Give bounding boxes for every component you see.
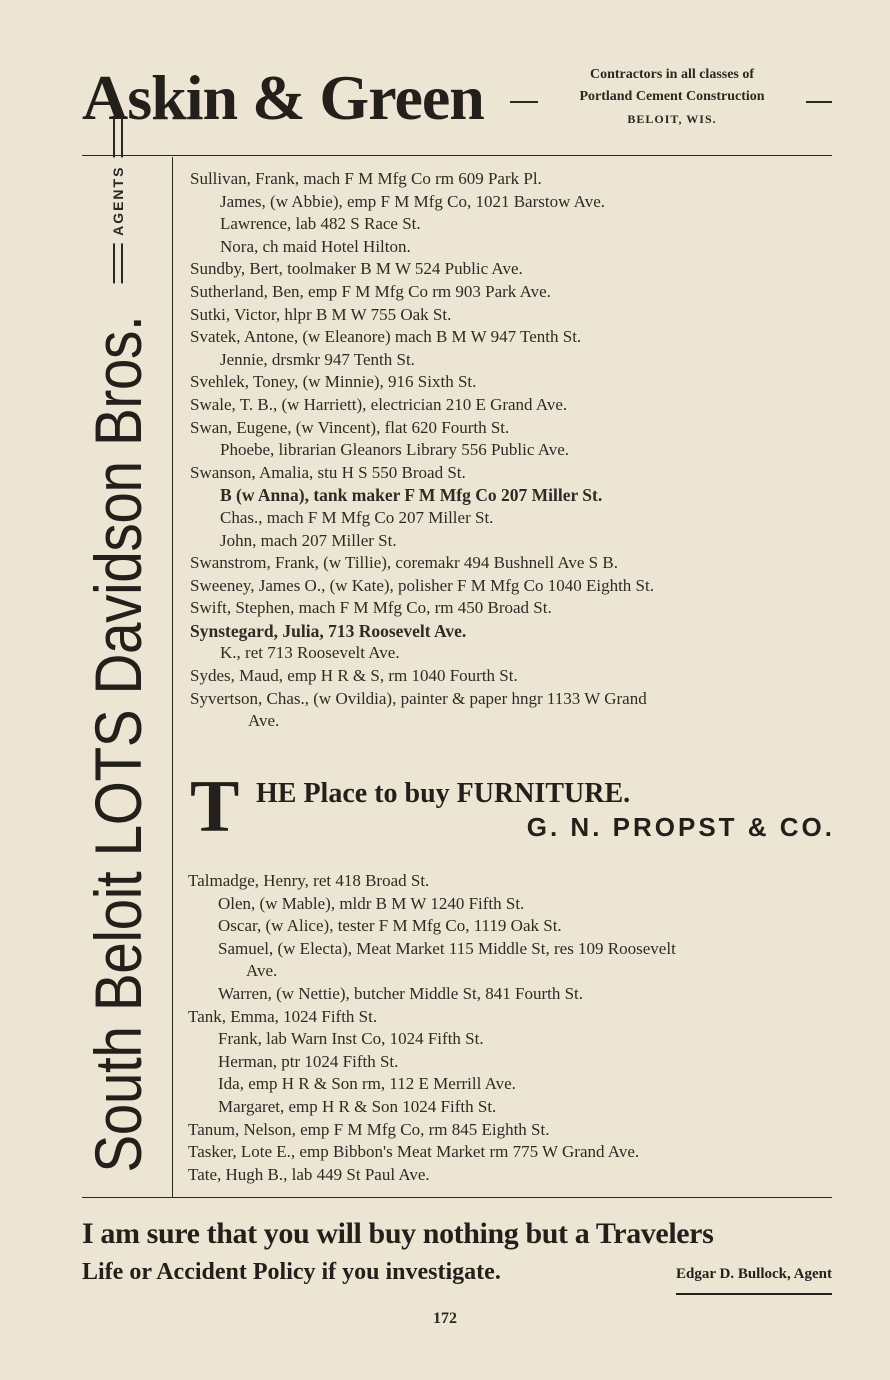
header-ad-line1: Contractors in all classes of (589, 67, 755, 82)
header-ad-name: Askin & Green (82, 62, 484, 133)
directory-entry: Tasker, Lote E., emp Bibbon's Meat Market rm 775 W Grand Ave. (188, 1142, 640, 1162)
furniture-ad-headline: HE Place to buy FURNITURE. (256, 778, 631, 809)
side-ad-rule-left (113, 244, 123, 284)
directory-entry: Tanum, Nelson, emp F M Mfg Co, rm 845 Eighth St. (188, 1119, 550, 1139)
directory-entry: Swale, T. B., (w Harriett), electrician 210 E Grand Ave. (190, 394, 568, 414)
footer-ad-agent: Edgar D. Bullock, Agent (676, 1256, 832, 1295)
footer-ad-line2: Life or Accident Policy if you investigate. (82, 1259, 501, 1285)
directory-entry: Samuel, (w Electa), Meat Market 115 Middle St, res 109 Roosevelt (218, 938, 676, 958)
side-ad-rule-right (113, 118, 123, 158)
footer-ad-line2-row (82, 1254, 832, 1290)
directory-entry: John, mach 207 Miller St. (220, 530, 397, 550)
directory-entry: Tank, Emma, 1024 Fifth St. (188, 1006, 378, 1026)
directory-entry: Sydes, Maud, emp H R & S, rm 1040 Fourth St. (190, 666, 518, 686)
directory-listing-s (190, 168, 840, 733)
directory-entry: Sullivan, Frank, mach F M Mfg Co rm 609 Park Pl. (190, 169, 542, 188)
directory-entry: Swanstrom, Frank, (w Tillie), coremakr 494 Bushnell Ave S B. (190, 553, 618, 573)
directory-entry: Sweeney, James O., (w Kate), polisher F M Mfg Co 1040 Eighth St. (190, 575, 654, 595)
directory-entry: Synstegard, Julia, 713 Roosevelt Ave. (190, 620, 467, 641)
directory-entry: Sutherland, Ben, emp F M Mfg Co rm 903 Park Ave. (190, 281, 551, 301)
directory-entry: Oscar, (w Alice), tester F M Mfg Co, 1119 Oak St. (218, 916, 562, 936)
directory-entry: Ida, emp H R & Son rm, 112 E Merrill Ave. (218, 1074, 516, 1094)
directory-entry: B (w Anna), tank maker F M Mfg Co 207 Miller St. (220, 485, 603, 506)
header-ad-line2: Portland Cement Construction (579, 89, 765, 104)
furniture-ad-company: G. N. PROPST & CO. (526, 812, 835, 842)
directory-entry: Syvertson, Chas., (w Ovildia), painter & paper hngr 1133 W Grand (190, 688, 647, 708)
directory-entry: Svatek, Antone, (w Eleanore) mach B M W 947 Tenth St. (190, 327, 582, 347)
directory-entry: Talmadge, Henry, ret 418 Broad St. (188, 871, 430, 890)
side-ad-agents-label: AGENTS (110, 165, 126, 236)
footer-advertisement (82, 1212, 832, 1290)
directory-entry: Sundby, Bert, toolmaker B M W 524 Public Ave. (190, 259, 523, 279)
top-rule (82, 155, 832, 156)
side-ad-text: South Beloit LOTS Davidson Bros. (81, 315, 155, 1173)
directory-entry: Herman, ptr 1024 Fifth St. (218, 1051, 399, 1071)
directory-entry: Jennie, drsmkr 947 Tenth St. (220, 349, 415, 369)
directory-entry: Nora, ch maid Hotel Hilton. (220, 236, 411, 256)
directory-entry: James, (w Abbie), emp F M Mfg Co, 1021 Barstow Ave. (220, 191, 605, 211)
directory-entry: Tate, Hugh B., lab 449 St Paul Ave. (188, 1164, 430, 1184)
header-ad-dash-right (806, 101, 832, 103)
directory-entry: K., ret 713 Roosevelt Ave. (220, 643, 400, 663)
directory-entry: Swift, Stephen, mach F M Mfg Co, rm 450 Broad St. (190, 598, 552, 618)
footer-ad-line1: I am sure that you will buy nothing but a Travelers (82, 1217, 714, 1250)
directory-entry: Sutki, Victor, hlpr B M W 755 Oak St. (190, 304, 452, 324)
directory-entry: Ave. (248, 711, 280, 731)
directory-entry: Frank, lab Warn Inst Co, 1024 Fifth St. (218, 1029, 484, 1049)
header-ad-dash-left (510, 101, 538, 103)
furniture-ad-initial: T (190, 766, 240, 848)
directory-entry: Swanson, Amalia, stu H S 550 Broad St. (190, 462, 466, 482)
directory-entry: Warren, (w Nettie), butcher Middle St, 841 Fourth St. (218, 983, 584, 1003)
directory-entry: Svehlek, Toney, (w Minnie), 916 Sixth St. (190, 372, 477, 392)
directory-entry: Ave. (246, 961, 278, 981)
directory-listing-t (188, 870, 838, 1186)
page-number: 172 (433, 1310, 457, 1327)
directory-entry: Olen, (w Mable), mldr B M W 1240 Fifth St. (218, 893, 525, 913)
directory-entry: Lawrence, lab 482 S Race St. (220, 214, 421, 234)
furniture-advertisement (190, 766, 835, 848)
header-ad-line3: BELOIT, WIS. (627, 112, 717, 126)
directory-entry: Swan, Eugene, (w Vincent), flat 620 Fourth St. (190, 417, 510, 437)
side-ad-agents (110, 118, 126, 284)
bottom-rule (82, 1197, 832, 1198)
header-ad-description (542, 64, 802, 130)
directory-entry: Chas., mach F M Mfg Co 207 Miller St. (220, 507, 494, 527)
directory-entry: Margaret, emp H R & Son 1024 Fifth St. (218, 1096, 497, 1116)
side-advertisement (80, 118, 156, 1243)
side-column-divider (172, 157, 173, 1197)
directory-entry: Phoebe, librarian Gleanors Library 556 Public Ave. (220, 440, 570, 460)
